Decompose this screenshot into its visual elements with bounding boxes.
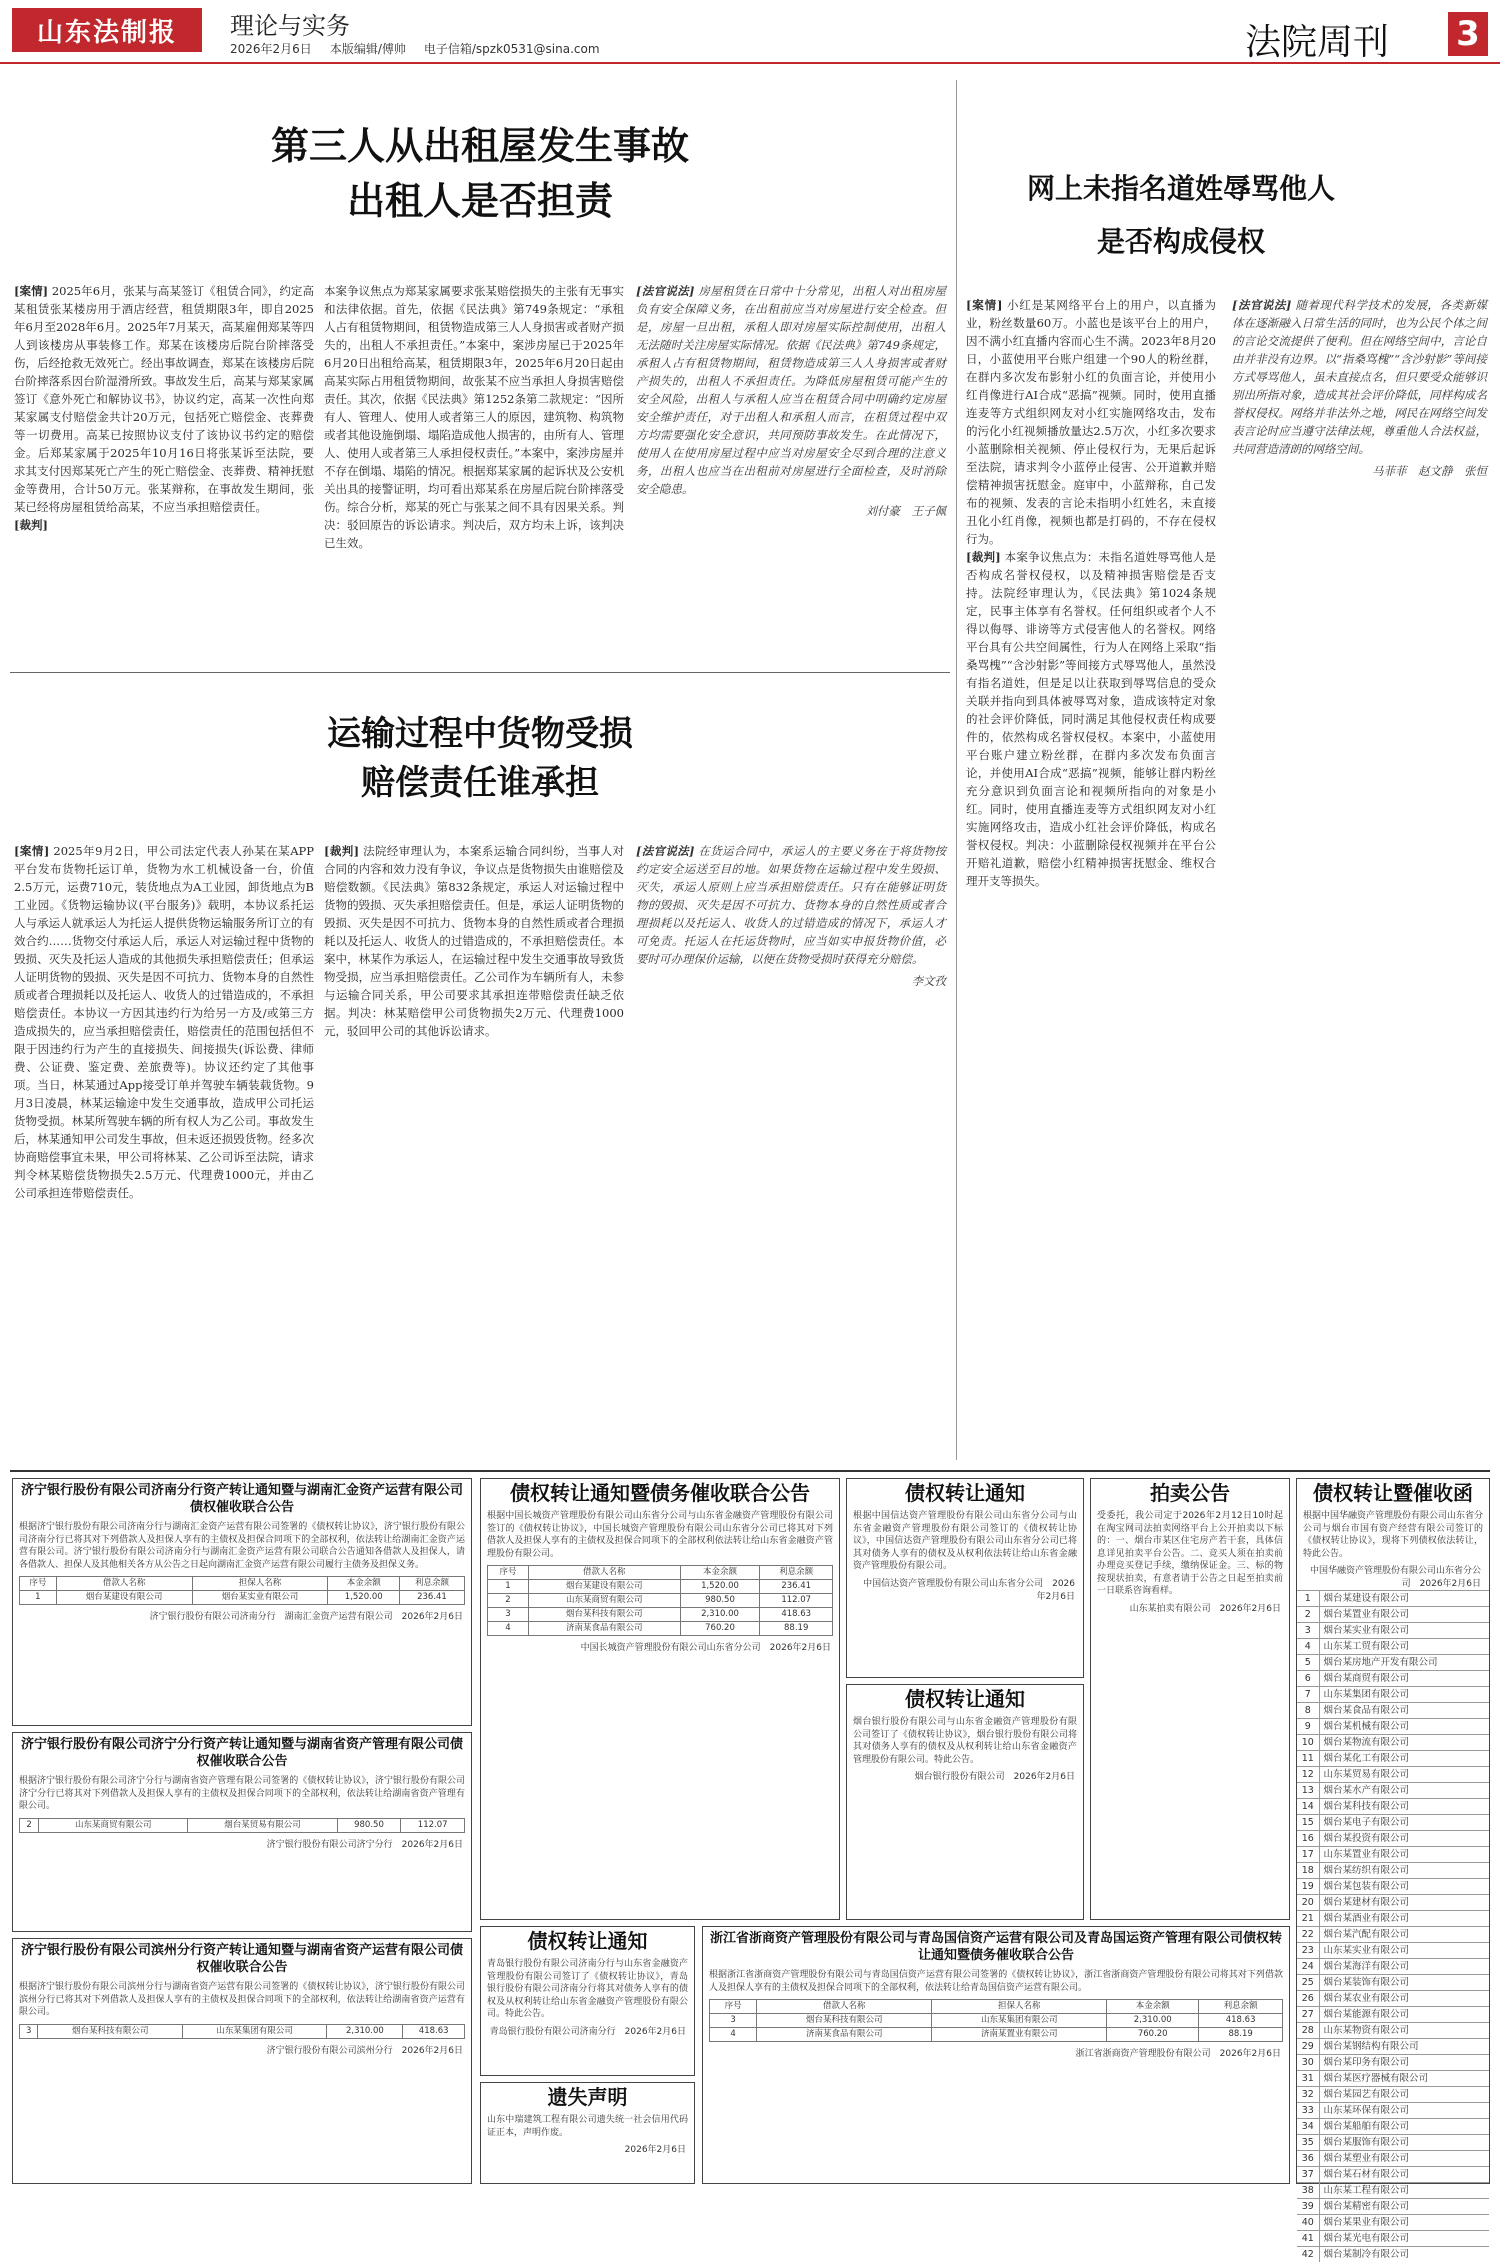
list-item-number: 37 (1297, 2167, 1319, 2183)
article3-title-line1: 网上未指名道姓辱骂他人 (966, 162, 1396, 215)
article1-ruling (324, 282, 624, 662)
list-item (1297, 1623, 1489, 1639)
article2-title-line2: 赔偿责任谁承担 (250, 759, 710, 808)
list-item-number: 20 (1297, 1895, 1319, 1911)
list-item (1297, 1591, 1489, 1607)
notice-title: 债权转让通知暨债务催收联合公告 (481, 1479, 839, 1508)
list-item-number: 32 (1297, 2087, 1319, 2103)
article1-title-line2: 出租人是否担责 (160, 173, 800, 228)
list-item-name: 山东某工程有限公司 (1319, 2183, 1489, 2199)
list-item-number: 15 (1297, 1815, 1319, 1831)
notice-title: 遗失声明 (481, 2083, 694, 2112)
list-item-number: 13 (1297, 1783, 1319, 1799)
article3-analysis (1232, 296, 1487, 1461)
notice-transfer-qingdao (480, 1926, 695, 2076)
list-item-name: 烟台某机械有限公司 (1319, 1719, 1489, 1735)
list-item (1297, 1703, 1489, 1719)
notice-body: 根据济宁银行股份有限公司济南分行与湖南汇金资产运营有限公司签署的《债权转让协议》，济宁银行股份有限公司济南分行已将其对下列借款人及担保人享有的主债权及担保合同项下的全部权利，依法转让给湖南汇金资产运营有限公司。济宁银行股份有限公司济南分行与湖南汇金资产运营有限公司联合公告通知各借款人及担保人，请各借款人、担保人及其他相关各方从公告之日起向湖南汇金资产运营有限公司履行主债务及担保义务。 (13, 1519, 471, 1573)
article1-analysis-text: 房屋租赁在日常中十分常见，出租人对出租房屋负有安全保障义务，在出租前应当对房屋进行安全检查。但是，房屋一旦出租，承租人即对房屋实际控制使用，出租人无法随时关注房屋实际情况。依据《民法典》第749条规定，承租人占有租赁物期间，租赁物造成第三人人身损害或者财产损失的，出租人不承担责任。为降低房屋租赁可能产生的安全风险，出租人与承租人应当在租赁合同中明确约定房屋安全维护责任，对于出租人和承租人而言，在租赁过程中双方均需要强化安全意识，共同预防事故发生。在此情况下，使用人在使用房屋过程中应当对房屋安全尽到合理的注意义务，出租人也应当在出租前对房屋进行全面检查，及时消除安全隐患。 (636, 284, 946, 496)
notice-body: 根据中国长城资产管理股份有限公司山东省分公司与山东省金融资产管理股份有限公司签订的《债权转让协议》，中国长城资产管理股份有限公司山东省分公司已将其对下列借款人及担保人享有的主债权及担保合同项下的全部权利依法转让给山东省金融资产管理股份有限公司。 (481, 1508, 839, 1562)
list-item (1297, 2071, 1489, 2087)
list-item-number: 21 (1297, 1911, 1319, 1927)
article1-headline (160, 118, 800, 228)
notice-title: 济宁银行股份有限公司济宁分行资产转让通知暨与湖南省资产管理有限公司债权催收联合公告 (13, 1733, 471, 1773)
article3-ruling-label: [裁判] (966, 550, 1001, 564)
table-row: 1 烟台某建设有限公司 烟台某实业有限公司 1,520.00 236.41 (20, 1591, 465, 1605)
notice-title: 济宁银行股份有限公司济南分行资产转让通知暨与湖南汇金资产运营有限公司债权催收联合公告 (13, 1479, 471, 1519)
article3-analysis-label: [法官说法] (1232, 298, 1291, 312)
debtor-table (487, 1565, 833, 1636)
list-item-name: 烟台某服饰有限公司 (1319, 2135, 1489, 2151)
article-divider (10, 672, 950, 673)
list-item-number: 3 (1297, 1623, 1319, 1639)
list-item (1297, 1847, 1489, 1863)
notice-signature: 济宁银行股份有限公司滨州分行 2026年2月6日 (13, 2042, 471, 2057)
list-item-number: 1 (1297, 1591, 1319, 1607)
list-item-name: 烟台某科技有限公司 (1319, 1799, 1489, 1815)
notice-body: 根据中国华融资产管理股份有限公司山东省分公司与烟台市国有资产经营有限公司签订的《债权转让协议》，现将下列债权依法转让，特此公告。 (1297, 1508, 1489, 1562)
publication-name: 法院周刊 (1245, 14, 1389, 65)
list-item-name: 烟台某海洋有限公司 (1319, 1959, 1489, 1975)
debtor-table (19, 2024, 465, 2039)
article3-case-label: [案情] (966, 298, 1002, 312)
notice-transfer-yantai (846, 1684, 1084, 1920)
notice-signature: 山东某拍卖有限公司 2026年2月6日 (1091, 1600, 1289, 1615)
notice-transfer-jining (12, 1732, 472, 1932)
notice-transfer-collection-letter (1296, 1478, 1490, 2184)
list-item-name: 烟台某医疗器械有限公司 (1319, 2071, 1489, 2087)
list-item-name: 烟台某果业有限公司 (1319, 2215, 1489, 2231)
article1-byline: 刘付豪 王子佩 (636, 502, 946, 520)
notice-body: 根据济宁银行股份有限公司滨州分行与湖南省资产运营有限公司签署的《债权转让协议》，济宁银行股份有限公司滨州分行已将其对下列借款人及担保人享有的主债权及担保合同项下的全部权利，依法转让给湖南省资产运营有限公司。 (13, 1979, 471, 2021)
list-item (1297, 1783, 1489, 1799)
notice-auction (1090, 1478, 1290, 1920)
list-item-number: 41 (1297, 2231, 1319, 2247)
notice-body: 烟台银行股份有限公司与山东省金融资产管理股份有限公司签订了《债权转让协议》，烟台银行股份有限公司将其对债务人享有的债权及从权利转让给山东省金融资产管理股份有限公司。特此公告。 (847, 1714, 1083, 1768)
list-item-number: 24 (1297, 1959, 1319, 1975)
list-item-name: 烟台某光电有限公司 (1319, 2231, 1489, 2247)
list-item (1297, 2039, 1489, 2055)
article2-analysis-text: 在货运合同中，承运人的主要义务在于将货物按约定安全运送至目的地。如果货物在运输过程中发生毁损、灭失，承运人原则上应当承担赔偿责任。只有在能够证明货物的毁损、灭失是因不可抗力、货物本身的自然性质或者合理损耗以及托运人、收货人的过错造成的情况下，承运人才可免责。托运人在托运货物时，应当如实申报货物价值，必要时可办理保价运输，以便在货物受损时获得充分赔偿。 (636, 844, 946, 966)
table-row: 4 济南某食品有限公司 760.20 88.19 (488, 1622, 833, 1636)
notice-title: 济宁银行股份有限公司滨州分行资产转让通知暨与湖南省资产运营有限公司债权催收联合公告 (13, 1939, 471, 1979)
table-header: 序号 (710, 2000, 757, 2014)
column-divider (956, 80, 957, 1460)
list-item-number: 39 (1297, 2199, 1319, 2215)
list-item-number: 22 (1297, 1927, 1319, 1943)
debtor-table (19, 1818, 465, 1833)
notice-title: 债权转让通知 (847, 1685, 1083, 1714)
list-item (1297, 2007, 1489, 2023)
article3-title-line2: 是否构成侵权 (966, 215, 1396, 268)
list-item-number: 40 (1297, 2215, 1319, 2231)
list-item (1297, 2183, 1489, 2199)
article2-analysis (636, 842, 946, 1462)
table-row: 2 山东某商贸有限公司 980.50 112.07 (488, 1594, 833, 1608)
article1-case-text: 2025年6月，张某与高某签订《租赁合同》，约定高某租赁张某楼房用于酒店经营，租赁期限3年，即自2025年6月至2028年6月。2025年7月某天，高某雇佣郑某等四人到该楼房从事装修工作。郑某在该楼房后院台阶摔落受伤，后经抢救无效死亡。经出事故调查，郑某在该楼房后院台阶摔落系因台阶湿滑所致。事故发生后，高某与郑某家属签订《意外死亡和解协议书》，协议约定，高某一次性向郑某家属支付赔偿金共计20万元，包括死亡赔偿金、丧葬费等一切费用。高某已按照协议支付了该协议书约定的赔偿金。后郑某家属于2025年10月16日将张某诉至法院，要求其支付因郑某死亡产生的死亡赔偿金、丧葬费、精神抚慰金等费用，合计50万元。张某辩称，在事故发生期间，张某已经将房屋租赁给高某，不应当承担赔偿责任。 (14, 284, 314, 514)
list-item (1297, 2231, 1489, 2247)
list-item (1297, 1735, 1489, 1751)
notice-signature: 济宁银行股份有限公司济宁分行 2026年2月6日 (13, 1836, 471, 1851)
list-item-number: 16 (1297, 1831, 1319, 1847)
notice-body: 山东中瑞建筑工程有限公司遗失统一社会信用代码证正本，声明作废。 (481, 2112, 694, 2141)
debtor-table (19, 1576, 465, 1605)
list-item-number: 27 (1297, 2007, 1319, 2023)
list-item-number: 5 (1297, 1655, 1319, 1671)
table-header: 担保人名称 (192, 1577, 328, 1591)
list-item (1297, 1959, 1489, 1975)
article2-headline (250, 710, 710, 809)
list-item-number: 14 (1297, 1799, 1319, 1815)
list-item-number: 4 (1297, 1639, 1319, 1655)
list-item-name: 烟台某塑业有限公司 (1319, 2151, 1489, 2167)
table-header: 本金余额 (680, 1566, 760, 1580)
list-item-name: 烟台某水产有限公司 (1319, 1783, 1489, 1799)
list-item-number: 36 (1297, 2151, 1319, 2167)
article2-case (14, 842, 314, 1462)
table-header: 序号 (20, 1577, 57, 1591)
list-item-number: 7 (1297, 1687, 1319, 1703)
article3-analysis-text: 随着现代科学技术的发展，各类新媒体在逐渐融入日常生活的同时，也为公民个体之间的言论交流提供了便利。但在网络空间中，言论自由并非没有边界。以“指桑骂槐”“含沙射影”等间接方式辱骂他人，虽未直接点名，但只要受众能够识别出所指对象，造成其社会评价降低，同样构成名誉权侵权。网络并非法外之地，网民在网络空间发表言论时应当遵守法律法规，尊重他人合法权益，共同营造清朗的网络空间。 (1232, 298, 1487, 456)
article2-title-line1: 运输过程中货物受损 (250, 710, 710, 759)
list-item (1297, 1639, 1489, 1655)
list-item (1297, 2247, 1489, 2262)
list-item-name: 烟台某化工有限公司 (1319, 1751, 1489, 1767)
list-item-name: 烟台某商贸有限公司 (1319, 1671, 1489, 1687)
debtor-table (709, 1999, 1283, 2042)
notice-body: 根据中国信达资产管理股份有限公司山东省分公司与山东省金融资产管理股份有限公司签订的《债权转让协议》，中国信达资产管理股份有限公司山东省分公司已将其对债务人享有的债权及从权利依法转让给山东省金融资产管理股份有限公司。 (847, 1508, 1083, 1575)
list-item (1297, 1607, 1489, 1623)
article2-ruling (324, 842, 624, 1462)
article1-ruling-label: [裁判] (14, 518, 48, 532)
list-item-number: 29 (1297, 2039, 1319, 2055)
list-item-name: 烟台某园艺有限公司 (1319, 2087, 1489, 2103)
list-item-number: 25 (1297, 1975, 1319, 1991)
list-item-number: 38 (1297, 2183, 1319, 2199)
debtor-list (1297, 1590, 1489, 2262)
list-item-name: 山东某集团有限公司 (1319, 1687, 1489, 1703)
notice-transfer-cinda (846, 1478, 1084, 1678)
list-item-number: 10 (1297, 1735, 1319, 1751)
notices-divider (10, 1470, 1490, 1472)
list-item (1297, 1831, 1489, 1847)
list-item-name: 山东某实业有限公司 (1319, 1943, 1489, 1959)
list-item-name: 山东某置业有限公司 (1319, 1847, 1489, 1863)
notice-transfer-jinan (12, 1478, 472, 1726)
list-item-number: 26 (1297, 1991, 1319, 2007)
list-item-number: 19 (1297, 1879, 1319, 1895)
list-item (1297, 2119, 1489, 2135)
list-item-name: 烟台某建材有限公司 (1319, 1895, 1489, 1911)
list-item (1297, 1815, 1489, 1831)
list-item-name: 烟台某精密有限公司 (1319, 2199, 1489, 2215)
list-item (1297, 1655, 1489, 1671)
list-item-name: 烟台某钢结构有限公司 (1319, 2039, 1489, 2055)
article2-case-label: [案情] (14, 844, 49, 858)
notice-signature: 浙江省浙商资产管理股份有限公司 2026年2月6日 (703, 2045, 1289, 2060)
notice-signature: 烟台银行股份有限公司 2026年2月6日 (847, 1768, 1083, 1783)
article1-case-label: [案情] (14, 284, 48, 298)
table-header: 本金余额 (328, 1577, 399, 1591)
notice-joint-collection (480, 1478, 840, 1920)
article1-ruling-text: 本案争议焦点为郑某家属要求张某赔偿损失的主张有无事实和法律依据。首先，依据《民法典》第749条规定：“承租人占有租赁物期间，租赁物造成第三人人身损害或者财产损失的，出租人不承担责任。”本案中，案涉房屋已于2025年6月20日出租给高某，租赁期限3年，2025年6月20日起由高某实际占用租赁物期间，故张某不应当承担人身损害赔偿责任。其次，依据《民法典》第1252条第二款规定：“因所有人、管理人、使用人或者第三人的原因，建筑物、构筑物或者其他设施倒塌、塌陷造成他人损害的，由所有人、管理人、使用人或者第三人承担侵权责任。”本案中，案涉房屋并不存在倒塌、塌陷的情况。根据郑某家属的起诉状及公安机关出具的接警证明，均可看出郑某系在房屋后院台阶摔落受伤。综合分析，郑某的死亡与张某之间不具有因果关系。判决：驳回原告的诉讼请求。判决后，双方均未上诉，该判决已生效。 (324, 284, 624, 550)
article1-analysis-label: [法官说法] (636, 284, 694, 298)
notice-title: 债权转让通知 (481, 1927, 694, 1956)
article1-analysis (636, 282, 946, 662)
table-header: 借款人名称 (528, 1566, 680, 1580)
list-item-name: 山东某环保有限公司 (1319, 2103, 1489, 2119)
article2-case-text: 2025年9月2日，甲公司法定代表人孙某在某APP平台发布货物托运订单，货物为水工机械设备一台，价值2.5万元，运费710元，装货地点为A工业园，卸货地点为B工业园。《货物运输协议(平台服务)》载明，本协议系托运人与承运人就承运人为托运人提供货物运输服务所订立的有效合约……货物交付承运人后，承运人对运输过程中货物的毁损、灭失及托运人造成的其他损失承担赔偿责任；但承运人证明货物的毁损、灭失是因不可抗力、货物本身的自然性质或者合理损耗以及托运人、收货人的过错造成的，不承担赔偿责任。本协议一方因其违约行为给另一方及/或第三方造成损失的，应当承担赔偿责任，赔偿责任的范围包括但不限于因违约行为产生的直接损失、间接损失(诉讼费、律师费、公证费、鉴定费、差旅费等)。协议还约定了其他事项。当日，林某通过App接受订单并驾驶车辆装载货物。9月3日凌晨，林某运输途中发生交通事故，造成甲公司托运货物受损。林某所驾驶车辆的所有权人为乙公司。事故发生后，林某通知甲公司发生事故，但未返还损毁货物。经多次协商赔偿事宜未果，甲公司将林某、乙公司诉至法院，请求判令林某赔偿货物损失2.5万元、代理费1000元，并由乙公司承担连带赔偿责任。 (14, 844, 314, 1200)
list-item (1297, 1799, 1489, 1815)
list-item-name: 烟台某房地产开发有限公司 (1319, 1655, 1489, 1671)
list-item (1297, 1911, 1489, 1927)
table-row: 3 烟台某科技有限公司 2,310.00 418.63 (488, 1608, 833, 1622)
notice-body: 青岛银行股份有限公司济南分行与山东省金融资产管理股份有限公司签订了《债权转让协议》，青岛银行股份有限公司济南分行将其对债务人享有的债权及从权利转让给山东省金融资产管理股份有限公司。特此公告。 (481, 1956, 694, 2023)
notice-title: 拍卖公告 (1091, 1479, 1289, 1508)
notice-body: 受委托，我公司定于2026年2月12日10时起在淘宝网司法拍卖网络平台上公开拍卖以下标的：一、烟台市某区住宅房产若干套，具体信息详见拍卖平台公告。二、竞买人须在拍卖前办理竞买登记手续，缴纳保证金。三、标的物按现状拍卖，有意者请于公告之日起至拍卖前一日联系咨询看样。 (1091, 1508, 1289, 1600)
list-item (1297, 1991, 1489, 2007)
notice-zheshang-transfer (702, 1926, 1290, 2184)
notice-signature: 济宁银行股份有限公司济南分行 湖南汇金资产运营有限公司 2026年2月6日 (13, 1608, 471, 1623)
list-item-name: 烟台某酒业有限公司 (1319, 1911, 1489, 1927)
table-header: 利息余额 (399, 1577, 464, 1591)
list-item-name: 烟台某实业有限公司 (1319, 1623, 1489, 1639)
table-header: 利息余额 (1199, 2000, 1283, 2014)
list-item (1297, 1671, 1489, 1687)
table-row: 2 山东某商贸有限公司 烟台某贸易有限公司 980.50 112.07 (20, 1818, 465, 1832)
notice-signature: 2026年2月6日 (481, 2141, 694, 2156)
list-item-name: 烟台某物流有限公司 (1319, 1735, 1489, 1751)
list-item-name: 烟台某投资有限公司 (1319, 1831, 1489, 1847)
table-row: 3 烟台某科技有限公司 山东某集团有限公司 2,310.00 418.63 (20, 2024, 465, 2038)
table-row: 1 烟台某建设有限公司 1,520.00 236.41 (488, 1580, 833, 1594)
table-row: 4 济南某食品有限公司 济南某置业有限公司 760.20 88.19 (710, 2028, 1283, 2042)
notice-loss-statement (480, 2082, 695, 2184)
list-item (1297, 1751, 1489, 1767)
list-item-number: 11 (1297, 1751, 1319, 1767)
editor-credit: 本版编辑/傅帅 (330, 40, 406, 57)
table-header: 借款人名称 (56, 1577, 192, 1591)
list-item-number: 31 (1297, 2071, 1319, 2087)
list-item-number: 2 (1297, 1607, 1319, 1623)
page-number: 3 (1448, 12, 1488, 56)
notice-signature: 中国华融资产管理股份有限公司山东省分公司 2026年2月6日 (1297, 1562, 1489, 1590)
table-header: 担保人名称 (932, 2000, 1107, 2014)
list-item (1297, 2151, 1489, 2167)
table-header: 序号 (488, 1566, 529, 1580)
article2-byline: 李文孜 (636, 972, 946, 990)
list-item-number: 30 (1297, 2055, 1319, 2071)
list-item-name: 山东某贸易有限公司 (1319, 1767, 1489, 1783)
issue-meta (230, 40, 600, 57)
list-item-number: 12 (1297, 1767, 1319, 1783)
list-item (1297, 2023, 1489, 2039)
list-item-number: 9 (1297, 1719, 1319, 1735)
list-item-name: 烟台某食品有限公司 (1319, 1703, 1489, 1719)
editor-email: 电子信箱/spzk0531@sina.com (424, 40, 600, 57)
list-item-name: 烟台某电子有限公司 (1319, 1815, 1489, 1831)
list-item-name: 烟台某印务有限公司 (1319, 2055, 1489, 2071)
list-item (1297, 1719, 1489, 1735)
masthead (0, 0, 1500, 64)
notice-signature: 中国长城资产管理股份有限公司山东省分公司 2026年2月6日 (481, 1639, 839, 1654)
article3-byline: 马菲菲 赵文静 张恒 (1232, 462, 1487, 480)
article1-case (14, 282, 314, 627)
notice-title: 债权转让通知 (847, 1479, 1083, 1508)
list-item-number: 28 (1297, 2023, 1319, 2039)
list-item (1297, 2135, 1489, 2151)
list-item-number: 18 (1297, 1863, 1319, 1879)
article2-analysis-label: [法官说法] (636, 844, 694, 858)
list-item-name: 烟台某汽配有限公司 (1319, 1927, 1489, 1943)
table-row: 3 烟台某科技有限公司 山东某集团有限公司 2,310.00 418.63 (710, 2014, 1283, 2028)
notice-body: 根据浙江省浙商资产管理股份有限公司与青岛国信资产运营有限公司签署的《债权转让协议》，浙江省浙商资产管理股份有限公司将其对下列借款人及担保人享有的主债权及担保合同项下的全部权利，依法转让给青岛国信资产运营有限公司。 (703, 1967, 1289, 1996)
list-item (1297, 2055, 1489, 2071)
list-item-name: 烟台某农业有限公司 (1319, 1991, 1489, 2007)
list-item (1297, 2167, 1489, 2183)
article3-case (966, 296, 1216, 1461)
list-item-name: 烟台某石材有限公司 (1319, 2167, 1489, 2183)
list-item-name: 烟台某包装有限公司 (1319, 1879, 1489, 1895)
list-item (1297, 1975, 1489, 1991)
list-item (1297, 1687, 1489, 1703)
list-item-name: 烟台某纺织有限公司 (1319, 1863, 1489, 1879)
list-item-name: 烟台某装饰有限公司 (1319, 1975, 1489, 1991)
issue-date: 2026年2月6日 (230, 40, 312, 57)
list-item (1297, 2103, 1489, 2119)
list-item-name: 烟台某制冷有限公司 (1319, 2247, 1489, 2262)
list-item-number: 33 (1297, 2103, 1319, 2119)
list-item (1297, 1895, 1489, 1911)
list-item-number: 6 (1297, 1671, 1319, 1687)
list-item-number: 8 (1297, 1703, 1319, 1719)
list-item (1297, 1879, 1489, 1895)
notice-title: 浙江省浙商资产管理股份有限公司与青岛国信资产运营有限公司及青岛国运资产管理有限公司债权转让通知暨债务催收联合公告 (703, 1927, 1289, 1967)
list-item (1297, 2087, 1489, 2103)
table-header: 利息余额 (760, 1566, 833, 1580)
list-item-number: 34 (1297, 2119, 1319, 2135)
list-item (1297, 2215, 1489, 2231)
newspaper-logo: 山东法制报 (12, 8, 202, 52)
table-header: 本金余额 (1107, 2000, 1199, 2014)
article3-headline (966, 162, 1396, 268)
list-item (1297, 1927, 1489, 1943)
list-item-number: 35 (1297, 2135, 1319, 2151)
notice-title: 债权转让暨催收函 (1297, 1479, 1489, 1508)
notice-signature: 中国信达资产管理股份有限公司山东省分公司 2026年2月6日 (847, 1575, 1083, 1603)
article1-title-line1: 第三人从出租屋发生事故 (160, 118, 800, 173)
notice-body: 根据济宁银行股份有限公司济宁分行与湖南省资产管理有限公司签署的《债权转让协议》，济宁银行股份有限公司济宁分行已将其对下列借款人及担保人享有的主债权及担保合同项下的全部权利，依法转让给湖南省资产管理有限公司。 (13, 1773, 471, 1815)
list-item (1297, 2199, 1489, 2215)
article2-ruling-text: 法院经审理认为，本案系运输合同纠纷，当事人对合同的内容和效力没有争议，争议点是货物损失由谁赔偿及赔偿数额。《民法典》第832条规定，承运人对运输过程中货物的毁损、灭失承担赔偿责任。但是，承运人证明货物的毁损、灭失是因不可抗力、货物本身的自然性质或者合理损耗以及托运人、收货人的过错造成的，不承担赔偿责任。本案中，林某作为承运人，在运输过程中发生交通事故导致货物受损，应当承担赔偿责任。乙公司作为车辆所有人，未参与运输合同关系，甲公司要求其承担连带赔偿责任缺乏依据。判决：林某赔偿甲公司货物损失2万元、代理费1000元，驳回甲公司的其他诉讼请求。 (324, 844, 624, 1038)
notice-signature: 青岛银行股份有限公司济南分行 2026年2月6日 (481, 2023, 694, 2038)
list-item-number: 17 (1297, 1847, 1319, 1863)
article3-ruling-text: 本案争议焦点为：未指名道姓辱骂他人是否构成名誉权侵权，以及精神损害赔偿是否支持。法院经审理认为，《民法典》第1024条规定，民事主体享有名誉权。任何组织或者个人不得以侮辱、诽谤等方式侵害他人的名誉权。网络平台具有公共空间属性，行为人在网络上采取“指桑骂槐”“含沙射影”等间接方式辱骂他人，虽然没有指名道姓，但是足以让获取到辱骂信息的受众关联并指向到具体被辱骂对象，造成该特定对象的社会评价降低，同时满足其他侵权责任构成要件的，依然构成名誉权侵权。本案中，小蓝使用平台账户建立粉丝群，在群内多次发布负面言论，并使用AI合成“恶搞”视频，能够让群内粉丝充分意识到负面言论和视频所指向的对象是小红。同时，使用直播连麦等方式组织网友对小红实施网络攻击，造成小红社会评价降低，构成名誉权侵权。判决：小蓝删除侵权视频并在平台公开赔礼道歉，赔偿小红精神损害抚慰金、维权合理开支等损失。 (966, 550, 1216, 888)
list-item-name: 烟台某置业有限公司 (1319, 1607, 1489, 1623)
list-item-name: 烟台某能源有限公司 (1319, 2007, 1489, 2023)
list-item-name: 烟台某船舶有限公司 (1319, 2119, 1489, 2135)
list-item-name: 山东某工贸有限公司 (1319, 1639, 1489, 1655)
table-header: 借款人名称 (757, 2000, 932, 2014)
list-item-name: 山东某物资有限公司 (1319, 2023, 1489, 2039)
list-item (1297, 1863, 1489, 1879)
list-item (1297, 1767, 1489, 1783)
article3-case-text: 小红是某网络平台上的用户，以直播为业，粉丝数量60万。小蓝也是该平台上的用户，因不满小红直播内容而心生不满。2023年8月20日，小蓝使用平台账户组建一个90人的粉丝群，在群内多次发布影射小红的负面言论，并使用小红肖像进行AI合成“恶搞”视频。同时，使用直播连麦等方式组织网友对小红实施网络攻击，发布的污化小红视频播放量达2.5万次，小红多次要求小蓝删除相关视频、停止侵权行为，无果后起诉至法院，请求判令小蓝停止侵害、公开道歉并赔偿精神损害抚慰金。庭审中，小蓝辩称，自己发布的视频、发表的言论未指明小红姓名，未直接丑化小红肖像，视频也都是打码的，不存在侵权行为。 (966, 298, 1216, 546)
list-item-number: 42 (1297, 2247, 1319, 2262)
article2-ruling-label: [裁判] (324, 844, 359, 858)
list-item-name: 烟台某建设有限公司 (1319, 1591, 1489, 1607)
list-item (1297, 1943, 1489, 1959)
list-item-number: 23 (1297, 1943, 1319, 1959)
section-name: 理论与实务 (230, 6, 350, 41)
notice-transfer-binzhou (12, 1938, 472, 2184)
